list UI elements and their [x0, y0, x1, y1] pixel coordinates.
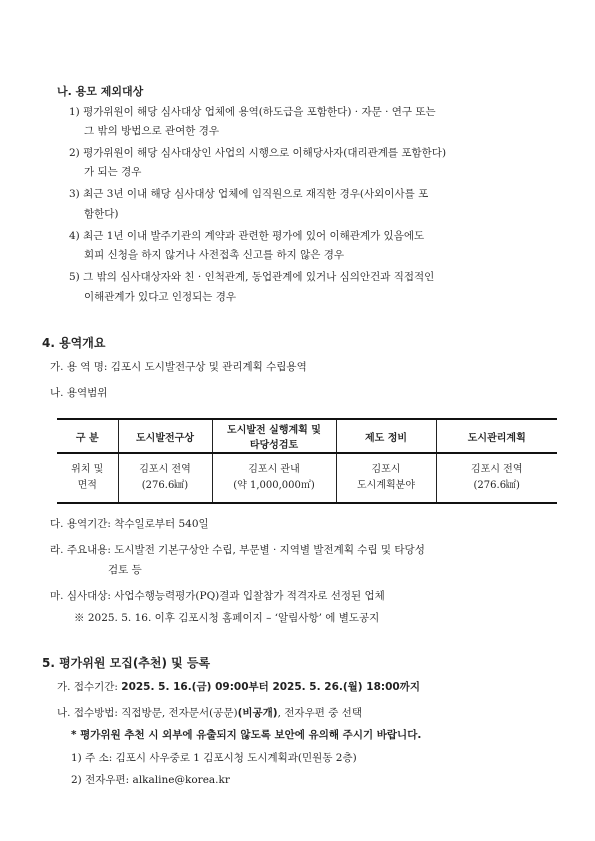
scope-table — [57, 418, 557, 504]
service-name: 가. 용 역 명: 김포시 도시발전구상 및 관리계획 수립용역 — [50, 361, 307, 373]
cell-line: (276.6㎢) — [141, 480, 189, 491]
table-header-system: 제도 정비 — [336, 419, 436, 453]
table-cell-system — [336, 453, 436, 503]
main-content-line1: 라. 주요내용: 도시발전 기본구상안 수립, 부문별 · 지역별 발전계획 수립 및 타당성 — [50, 544, 425, 556]
notice-note: ※ 2025. 5. 16. 이후 김포시청 홈페이지 – ‘알림사항’ 에 별도공지 — [74, 612, 380, 624]
security-warning: * 평가위원 추천 시 외부에 유출되지 않도록 보안에 유의해 주시기 바랍니다. — [71, 729, 422, 741]
application-period-label: 가. 접수기간: — [57, 681, 122, 693]
table-header-row — [57, 419, 557, 453]
table-header-implementation — [212, 419, 336, 453]
cell-line: 면적 — [77, 480, 97, 491]
scope-label: 나. 용역범위 — [50, 387, 108, 399]
email-line: 2) 전자우편: alkaline@korea.kr — [71, 774, 230, 786]
exclusion-item-2-line2: 가 되는 경우 — [84, 166, 142, 178]
recruit-heading: 5. 평가위원 모집(추천) 및 등록 — [42, 656, 211, 670]
application-method — [57, 706, 362, 720]
application-method-text: 나. 접수방법: 직접방문, 전자문서(공문) — [57, 707, 238, 719]
table-header-management: 도시관리계획 — [436, 419, 557, 453]
exclusion-item-1-line2: 그 밖의 방법으로 관여한 경우 — [84, 125, 220, 137]
table-header-implementation-line2: 타당성검토 — [249, 440, 299, 451]
table-cell-implementation — [212, 453, 336, 503]
cell-line: (276.6㎢) — [473, 480, 520, 491]
cell-line: (약 1,000,000㎡) — [233, 480, 315, 491]
application-method-rest: , 전자우편 중 선택 — [277, 707, 362, 719]
table-header-urban-concept: 도시발전구상 — [118, 419, 212, 453]
service-period: 다. 용역기간: 착수일로부터 540일 — [50, 518, 209, 530]
table-row — [57, 453, 557, 503]
cell-line: 도시계획분야 — [357, 480, 415, 491]
application-period — [57, 680, 420, 694]
exclusion-item-5-line1: 5) 그 밖의 심사대상자와 친 · 인척관계, 동업관계에 있거나 심의안건과 직접적인 — [69, 271, 435, 283]
table-cell-location-area — [57, 453, 118, 503]
main-content-line2: 검토 등 — [108, 564, 142, 576]
cell-line: 김포시 — [371, 464, 401, 475]
cell-line: 김포시 전역 — [139, 464, 191, 475]
exclusion-item-3-line2: 함한다) — [84, 208, 119, 220]
exclusion-item-4-line1: 4) 최근 1년 이내 발주기관의 계약과 관련한 평가에 있어 이해관계가 있음에도 — [69, 230, 425, 242]
exclusion-heading: 나. 용모 제외대상 — [57, 85, 144, 98]
application-period-value: 2025. 5. 16.(금) 09:00부터 2025. 5. 26.(월) 18:00까지 — [121, 681, 420, 693]
cell-line: 김포시 관내 — [248, 464, 300, 475]
address-line: 1) 주 소: 김포시 사우중로 1 김포시청 도시계획과(민원동 2층) — [71, 752, 357, 764]
application-method-private: (비공개) — [237, 707, 278, 719]
overview-heading: 4. 용역개요 — [42, 336, 106, 350]
exclusion-item-5-line2: 이해관계가 있다고 인정되는 경우 — [84, 291, 237, 303]
table-cell-urban-concept — [118, 453, 212, 503]
cell-line: 김포시 전역 — [471, 464, 523, 475]
table-header-category: 구 분 — [57, 419, 118, 453]
review-target: 마. 심사대상: 사업수행능력평가(PQ)결과 입찰참가 적격자로 선정된 업체 — [50, 590, 385, 602]
table-header-implementation-line1: 도시발전 실행계획 및 — [227, 425, 321, 436]
exclusion-item-3-line1: 3) 최근 3년 이내 해당 심사대상 업체에 임직원으로 재직한 경우(사외이사를 포 — [69, 188, 429, 200]
exclusion-item-2-line1: 2) 평가위원이 해당 심사대상인 사업의 시행으로 이해당사자(대리관계를 포함한다) — [69, 147, 447, 159]
cell-line: 위치 및 — [71, 464, 104, 475]
table-cell-management — [436, 453, 557, 503]
exclusion-item-1-line1: 1) 평가위원이 해당 심사대상 업체에 용역(하도급을 포함한다) · 자문 · 연구 또는 — [69, 106, 436, 118]
exclusion-item-4-line2: 회피 신청을 하지 않거나 사전접촉 신고를 하지 않은 경우 — [84, 249, 344, 261]
